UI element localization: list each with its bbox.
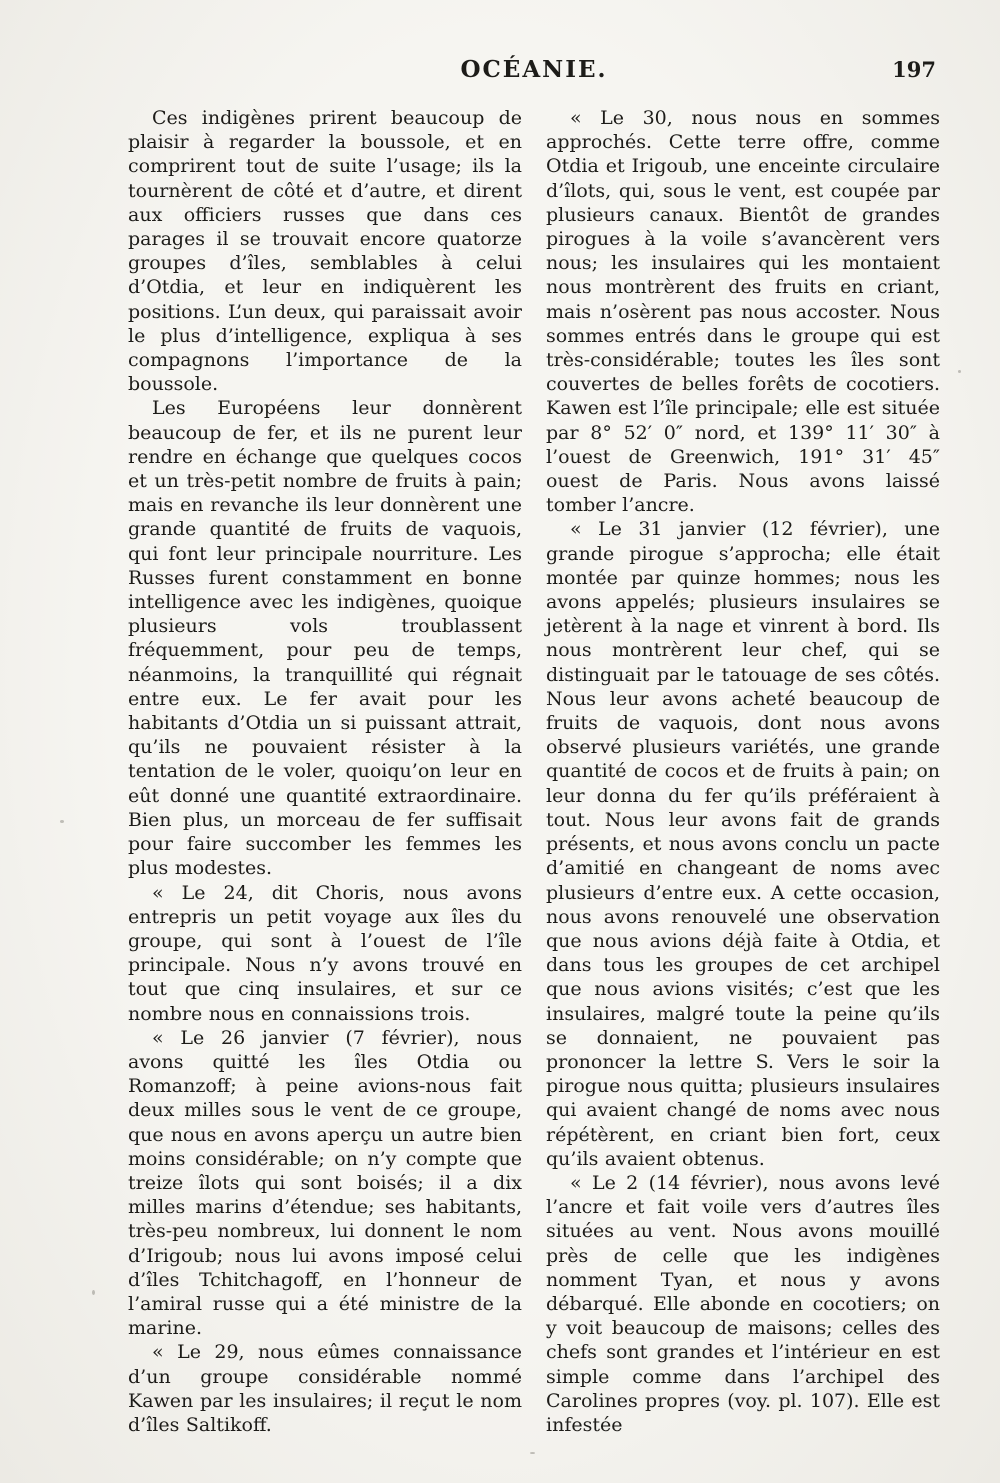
page-number: 197 [892,57,936,82]
text-columns [128,106,940,1437]
paragraph: « Le 24, dit Choris, nous avons entrepris un petit voyage aux îles du groupe, qui sont à l’ouest de l’île principale. Nous n’y avons trouvé en tout que cinq insulaires, et sur ce nombre nous en connaissions trois. [128,881,522,1025]
paragraph: « Le 30, nous nous en sommes approchés. Cette terre offre, comme Otdia et Irigoub, une enceinte circulaire d’îlots, qui, sous le vent, est coupée par plusieurs canaux. Bientôt de grandes pirogues à la voile s’avancèrent vers nous; les insulaires qui les montaient nous montrèrent des fruits en criant, mais n’osèrent pas nous accoster. Nous sommes entrés dans le groupe qui est très-considérable; toutes les îles sont couvertes de belles forêts de cocotiers. Kawen est l’île principale; elle est située par 8° 52′ 0″ nord, et 139° 11′ 30″ à l’ouest de Greenwich, 191° 31′ 45″ ouest de Paris. Nous avons laissé tomber l’ancre. [546,107,940,517]
page-content [128,56,940,1437]
scan-speck [530,1452,535,1454]
scan-speck [958,370,961,373]
paragraph: Ces indigènes prirent beaucoup de plaisir à regarder la boussole, et en comprirent tout de suite l’usage; ils la tournèrent de côté et d’autre, et dirent aux officiers russes que dans ces parages il se trouvait encore quatorze groupes d’îles, semblables à celui d’Otdia, et leur en indiquèrent les positions. L’un deux, qui paraissait avoir le plus d’intelligence, expliqua à ses compagnons l’importance de la boussole. [128,107,522,396]
running-title: OCÉANIE. [460,56,608,83]
paragraph: « Le 2 (14 février), nous avons levé l’ancre et fait voile vers d’autres îles situées au vent. Nous avons mouillé près de celle que les indigènes nomment Tyan, et nous y avons débarqué. Elle abonde en cocotiers; on y voit beaucoup de maisons; celles des chefs sont grandes et l’intérieur en est simple comme dans l’archipel des Carolines propres (voy. pl. 107). Elle est infestée [546,1171,940,1436]
right-column [546,106,940,1437]
paragraph: Les Européens leur donnèrent beaucoup de fer, et ils ne purent leur rendre en échange que quelques cocos et un très-petit nombre de fruits à pain; mais en revanche ils leur donnèrent une grande quantité de fruits de vaquois, qui font leur principale nourriture. Les Russes furent constamment en bonne intelligence avec les indigènes, quoique plusieurs vols troublassent fréquemment, pour peu de temps, néanmoins, la tranquillité qui régnait entre eux. Le fer avait pour les habitants d’Otdia un si puissant attrait, qu’ils ne pouvaient résister à la tentation de le voler, quoiqu’on leur en eût donné une quantité extraordinaire. Bien plus, un morceau de fer suffisait pour faire succomber les femmes les plus modestes. [128,397,522,880]
paragraph: « Le 29, nous eûmes connaissance d’un groupe considérable nommé Kawen par les insulaires; il reçut le nom d’îles Saltikoff. [128,1341,522,1436]
scan-speck [92,1290,95,1295]
left-column [128,106,522,1437]
scan-speck [60,820,64,823]
page-header [128,56,940,90]
paragraph: « Le 31 janvier (12 février), une grande pirogue s’approcha; elle était montée par quinze hommes; nous les avons appelés; plusieurs insulaires se jetèrent à la nage et vinrent à bord. Ils nous montrèrent leur chef, qui se distinguait par le tatouage de ses côtés. Nous leur avons acheté beaucoup de fruits de vaquois, dont nous avons observé plusieurs variétés, une grande quantité de cocos et de fruits à pain; on leur donna du fer qu’ils préféraient à tout. Nous leur avons fait de grands présents, et nous avons conclu un pacte d’amitié en changeant de noms avec plusieurs d’entre eux. A cette occasion, nous avons renouvelé une observation que nous avions déjà faite à Otdia, et dans tous les groupes de cet archipel que nous avions visités; c’est que les insulaires, malgré toute la peine qu’ils se donnaient, ne pouvaient pas prononcer la lettre S. Vers le soir la pirogue nous quitta; plusieurs insulaires qui avaient changé de noms avec nous répétèrent, en criant bien fort, ceux qu’ils avaient obtenus. [546,518,940,1170]
paragraph: « Le 26 janvier (7 février), nous avons quitté les îles Otdia ou Romanzoff; à peine avions-nous fait deux milles sous le vent de ce groupe, que nous en avons aperçu un autre bien moins considérable; on n’y compte que treize îlots qui sont boisés; il a dix milles marins d’étendue; ses habitants, très-peu nombreux, lui donnent le nom d’Irigoub; nous lui avons imposé celui d’îles Tchitchagoff, en l’honneur de l’amiral russe qui a été ministre de la marine. [128,1026,522,1340]
